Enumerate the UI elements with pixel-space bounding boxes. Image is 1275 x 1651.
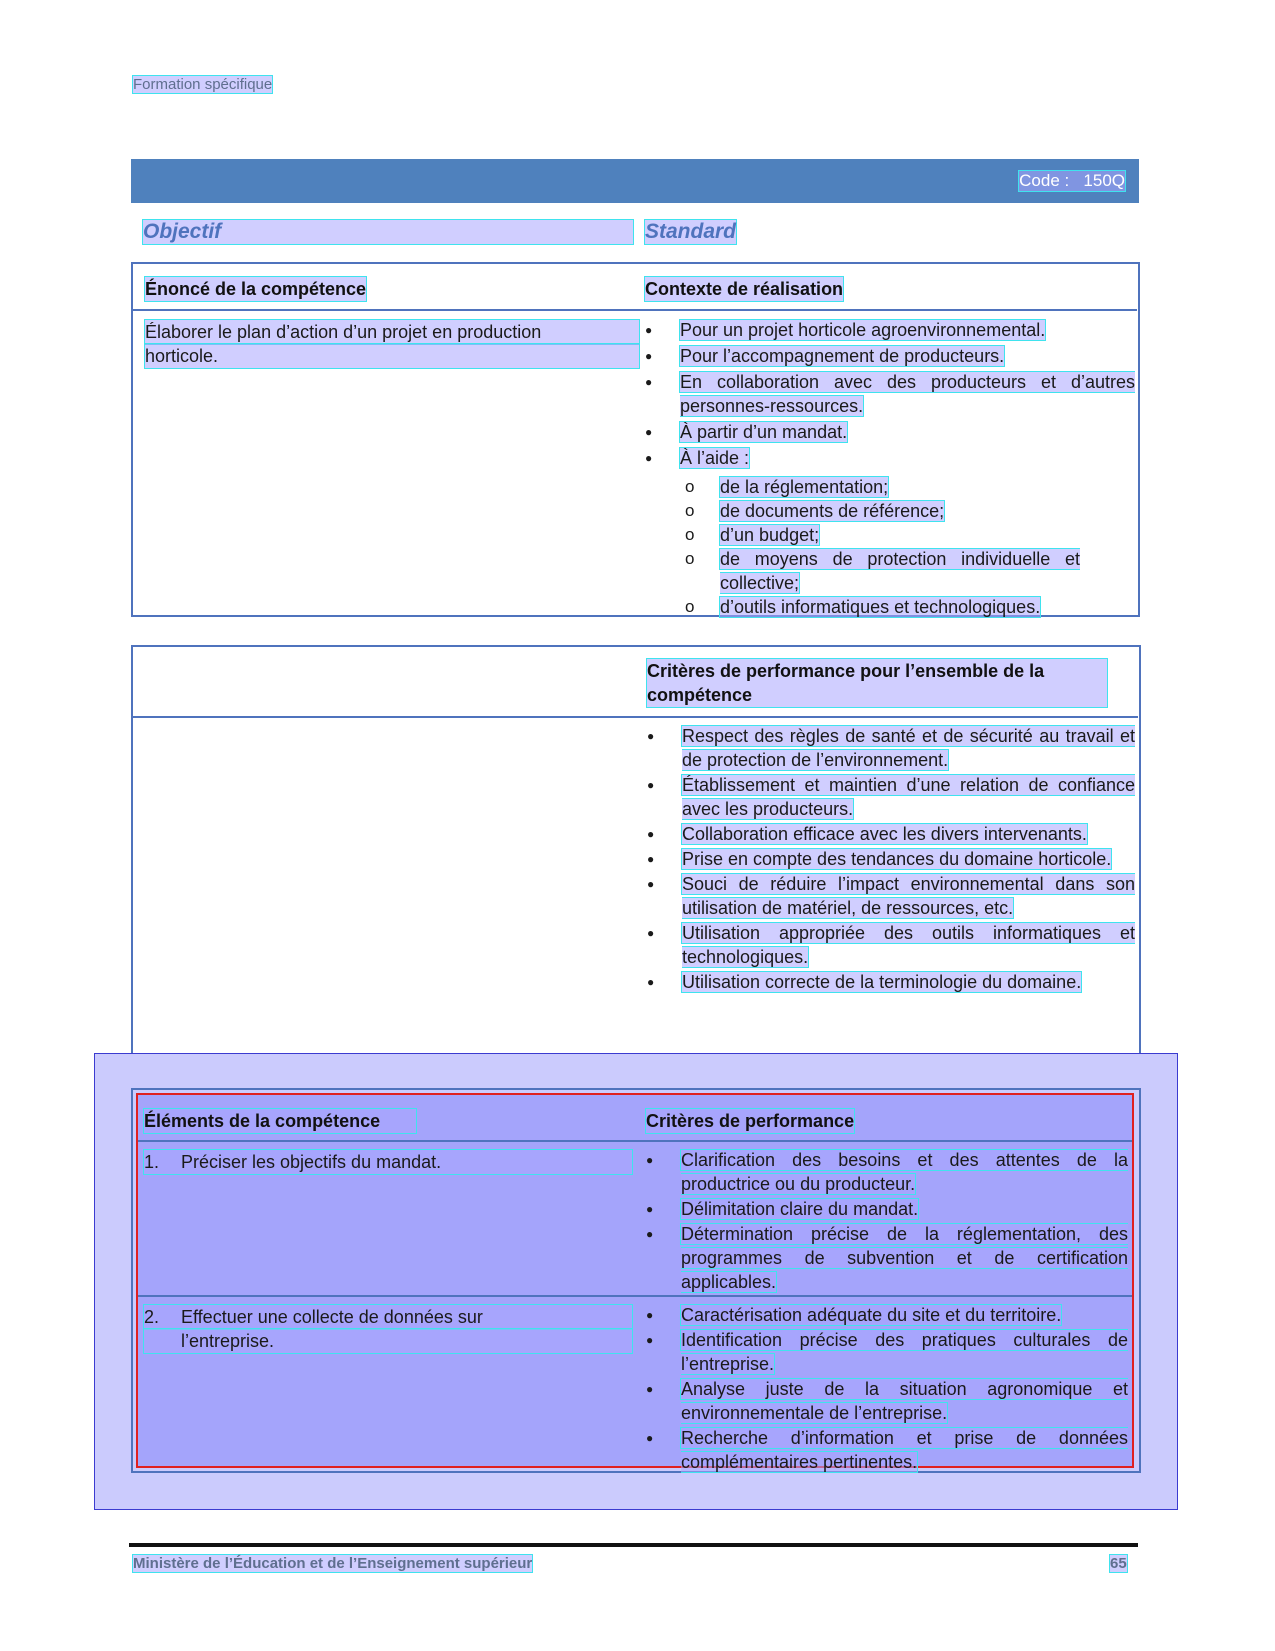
element-2-criteria	[646, 1303, 1128, 1474]
element-number: 1.	[144, 1152, 160, 1172]
elements-table[interactable]	[136, 1093, 1134, 1472]
competency-statement: Élaborer le plan d’action d’un projet en production horticole.	[145, 320, 639, 368]
context-list	[645, 318, 1135, 470]
list-item: o de documents de référence;	[685, 499, 1080, 523]
element-1-criteria	[646, 1148, 1128, 1294]
code-bar	[131, 159, 1139, 203]
context-sublist	[685, 475, 1080, 619]
row-divider	[138, 1295, 1132, 1297]
list-item: ● Pour un projet horticole agroenvironnemental.	[645, 318, 1135, 342]
footer-ministry: Ministère de l’Éducation et de l’Enseignement supérieur	[133, 1555, 533, 1572]
list-item: ● Délimitation claire du mandat.	[646, 1197, 1128, 1221]
list-item: ● Utilisation correcte de la terminologie du domaine.	[647, 970, 1135, 994]
list-item: ● Pour l’accompagnement de producteurs.	[645, 344, 1135, 368]
element-1	[144, 1150, 632, 1174]
objectif-title: Objectif	[143, 220, 633, 244]
list-item: ● Recherche d’information et prise de données complémentaires pertinentes.	[646, 1426, 1128, 1474]
footer-rule	[129, 1543, 1138, 1547]
list-item: ● Collaboration efficace avec les divers intervenants.	[647, 822, 1135, 846]
list-item: o de la réglementation;	[685, 475, 1080, 499]
element-text-cont: l’entreprise.	[181, 1331, 275, 1351]
competency-code: Code : 150Q	[1019, 171, 1125, 190]
table-divider	[138, 1140, 1132, 1142]
list-item: ● Caractérisation adéquate du site et du territoire.	[646, 1303, 1128, 1327]
criteria-heading: Critères de performance	[646, 1111, 855, 1131]
list-item: ● Souci de réduire l’impact environnemental dans son utilisation de matériel, de ressources, etc.	[647, 872, 1135, 920]
standard-title: Standard	[645, 220, 737, 243]
table-divider	[133, 716, 1138, 718]
list-item: ● Respect des règles de santé et de sécurité au travail et de protection de l’environnement.	[647, 724, 1135, 772]
element-number: 2.	[144, 1307, 160, 1327]
running-header: Formation spécifique	[133, 76, 273, 93]
element-2	[144, 1305, 632, 1353]
list-item: ● Analyse juste de la situation agronomique et environnementale de l’entreprise.	[646, 1377, 1128, 1425]
overall-criteria-table	[131, 645, 1141, 1072]
list-item: o d’un budget;	[685, 523, 1080, 547]
context-heading: Contexte de réalisation	[645, 279, 844, 299]
list-item: ● Prise en compte des tendances du domaine horticole.	[647, 847, 1135, 871]
overall-criteria-list	[647, 724, 1135, 994]
elements-heading: Éléments de la compétence	[144, 1109, 416, 1133]
list-item: ● À l’aide :	[645, 446, 1135, 470]
list-item: o de moyens de protection individuelle et collective;	[685, 547, 1080, 595]
list-item: ● Clarification des besoins et des attentes de la productrice ou du producteur.	[646, 1148, 1128, 1196]
list-item: ● À partir d’un mandat.	[645, 420, 1135, 444]
list-item: o d’outils informatiques et technologiques.	[685, 595, 1080, 619]
list-item: ● Détermination précise de la réglementation, des programmes de subvention et de certification applicables.	[646, 1222, 1128, 1294]
competency-statement-table	[131, 262, 1140, 617]
list-item: ● Utilisation appropriée des outils informatiques et technologiques.	[647, 921, 1135, 969]
table-divider	[133, 309, 1137, 311]
element-text: Effectuer une collecte de données sur	[181, 1307, 483, 1327]
list-item: ● En collaboration avec des producteurs et d’autres personnes-ressources.	[645, 370, 1135, 418]
list-item: ● Identification précise des pratiques culturales de l’entreprise.	[646, 1328, 1128, 1376]
list-item: ● Établissement et maintien d’une relation de confiance avec les producteurs.	[647, 773, 1135, 821]
overall-criteria-heading: Critères de performance pour l’ensemble de la compétence	[647, 659, 1107, 707]
element-text: Préciser les objectifs du mandat.	[181, 1152, 442, 1172]
page-number: 65	[1110, 1555, 1127, 1572]
statement-heading: Énoncé de la compétence	[145, 279, 367, 299]
